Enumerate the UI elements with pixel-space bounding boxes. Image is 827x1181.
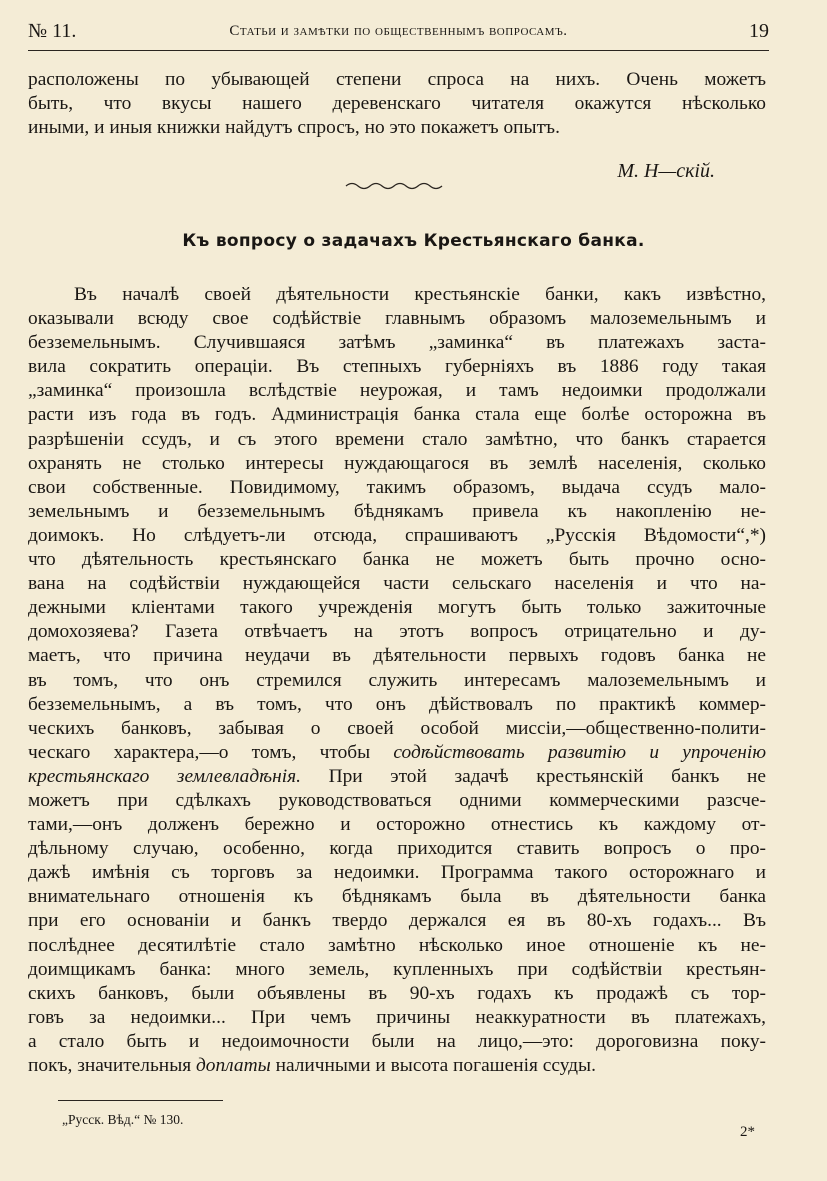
body-line: внимательнаго отношенія къ бѣднякамъ была въ дѣятельности банка (28, 886, 766, 908)
body-line: ческаго характера,—о томъ, чтобы содѣйствовать развитію и упроченію (28, 741, 766, 763)
body-line: земельнымъ и безземельнымъ бѣднякамъ привела къ накопленію не- (28, 500, 766, 522)
body-line: покъ, значительныя доплаты наличными и высота погашенія ссуды. (28, 1055, 596, 1076)
footnote-divider (58, 1100, 223, 1101)
printer-signature-mark: 2* (740, 1124, 755, 1140)
body-line: говъ за недоимки... При чемъ причины неаккуратности въ платежахъ, (28, 1006, 766, 1028)
body-line: охранять не столько интересы нуждающагося въ землѣ населенія, сколько (28, 452, 766, 474)
body-line: безземельнымъ, а въ томъ, что онъ дѣйствовалъ по практикѣ коммер- (28, 693, 766, 715)
body-line: дажѣ имѣнія съ торговъ за недоимки. Программа такого осторожнаго и (28, 862, 766, 884)
body-line: свои собственные. Повидимому, такимъ образомъ, выдача ссудъ мало- (28, 476, 766, 498)
article-title: Къ вопросу о задачахъ Крестьянскаго банка. (182, 231, 645, 251)
body-line: разрѣшеніи ссудъ, и съ этого времени стало замѣтно, что банкъ старается (28, 428, 766, 450)
footnote: „Русск. Вѣд.“ № 130. (62, 1112, 184, 1127)
body-line: Въ началѣ своей дѣятельности крестьянскіе банки, какъ извѣстно, (74, 284, 766, 305)
author-signature: М. Н—скій. (617, 160, 715, 182)
page-number: 19 (749, 20, 769, 42)
divider-ornament-icon (344, 180, 444, 192)
body-line: а стало быть и недоимочности были на лицо,—это: дороговизна поку- (28, 1030, 766, 1052)
body-line: можетъ при сдѣлкахъ руководствоваться одними коммерческими разсче- (28, 789, 766, 811)
intro-line: иными, и иныя книжки найдутъ спросъ, но это покажетъ опытъ. (28, 117, 560, 139)
body-line: безземельнымъ. Случившаяся затѣмъ „заминка“ въ платежахъ заста- (28, 332, 766, 354)
body-line: домохозяева? Газета отвѣчаетъ на этотъ вопросъ отрицательно и ду- (28, 621, 766, 643)
body-line: расти изъ года въ годъ. Администрація банка стала еще болѣе осторожна въ (28, 404, 766, 426)
body-line: „заминка“ произошла вслѣдствіе неурожая, и тамъ недоимки продолжали (28, 380, 766, 402)
body-line: въ томъ, что онъ стремился служить интересамъ малоземельнымъ и (28, 669, 766, 691)
body-line: вана на содѣйствіи нуждающейся части сельскаго населенія и что на- (28, 573, 766, 595)
body-line: при его основаніи и банкъ твердо держался ея въ 80-хъ годахъ... Въ (28, 910, 766, 932)
body-line: скихъ банковъ, были объявлены въ 90-хъ годахъ къ продажѣ съ тор- (28, 982, 766, 1004)
body-line: дежными кліентами такого учрежденія могутъ быть только зажиточные (28, 597, 766, 619)
body-line: маетъ, что причина неудачи въ дѣятельности первыхъ годовъ банка не (28, 645, 766, 667)
running-header (28, 20, 769, 51)
intro-paragraph (28, 68, 766, 140)
body-line: вила сократить операціи. Въ степныхъ губерніяхъ въ 1886 году такая (28, 356, 766, 378)
body-line: дѣльному случаю, особенно, когда приходится ставить вопросъ о про- (28, 838, 766, 860)
body-line: что дѣятельность крестьянскаго банка не можетъ быть прочно осно- (28, 549, 766, 571)
body-line: ческихъ банковъ, забывая о своей особой миссіи,—общественно-полити- (28, 717, 766, 739)
body-line: тами,—онъ долженъ бережно и осторожно отнестись къ каждому от- (28, 814, 766, 836)
body-line: крестьянскаго землевладѣнія. При этой задачѣ крестьянскій банкъ не (28, 765, 766, 787)
body-line: послѣднее десятилѣтіе стало замѣтно нѣсколько иное отношеніе къ не- (28, 934, 766, 956)
running-title: Статьи и замѣтки по общественнымъ вопросамъ. (229, 23, 568, 39)
body-line: доимщикамъ банка: много земель, купленныхъ при содѣйствіи крестьян- (28, 958, 766, 980)
body-line: доимокъ. Но слѣдуетъ-ли отсюда, спрашиваютъ „Русскія Вѣдомости“,*) (28, 524, 766, 546)
article-body (28, 283, 766, 1078)
intro-line: быть, что вкусы нашего деревенскаго читателя окажутся нѣсколько (28, 93, 766, 115)
issue-number: № 11. (28, 20, 77, 42)
intro-line: расположены по убывающей степени спроса на нихъ. Очень можетъ (28, 69, 766, 90)
body-line: оказывали всюду свое содѣйствіе главнымъ образомъ малоземельнымъ и (28, 308, 766, 330)
